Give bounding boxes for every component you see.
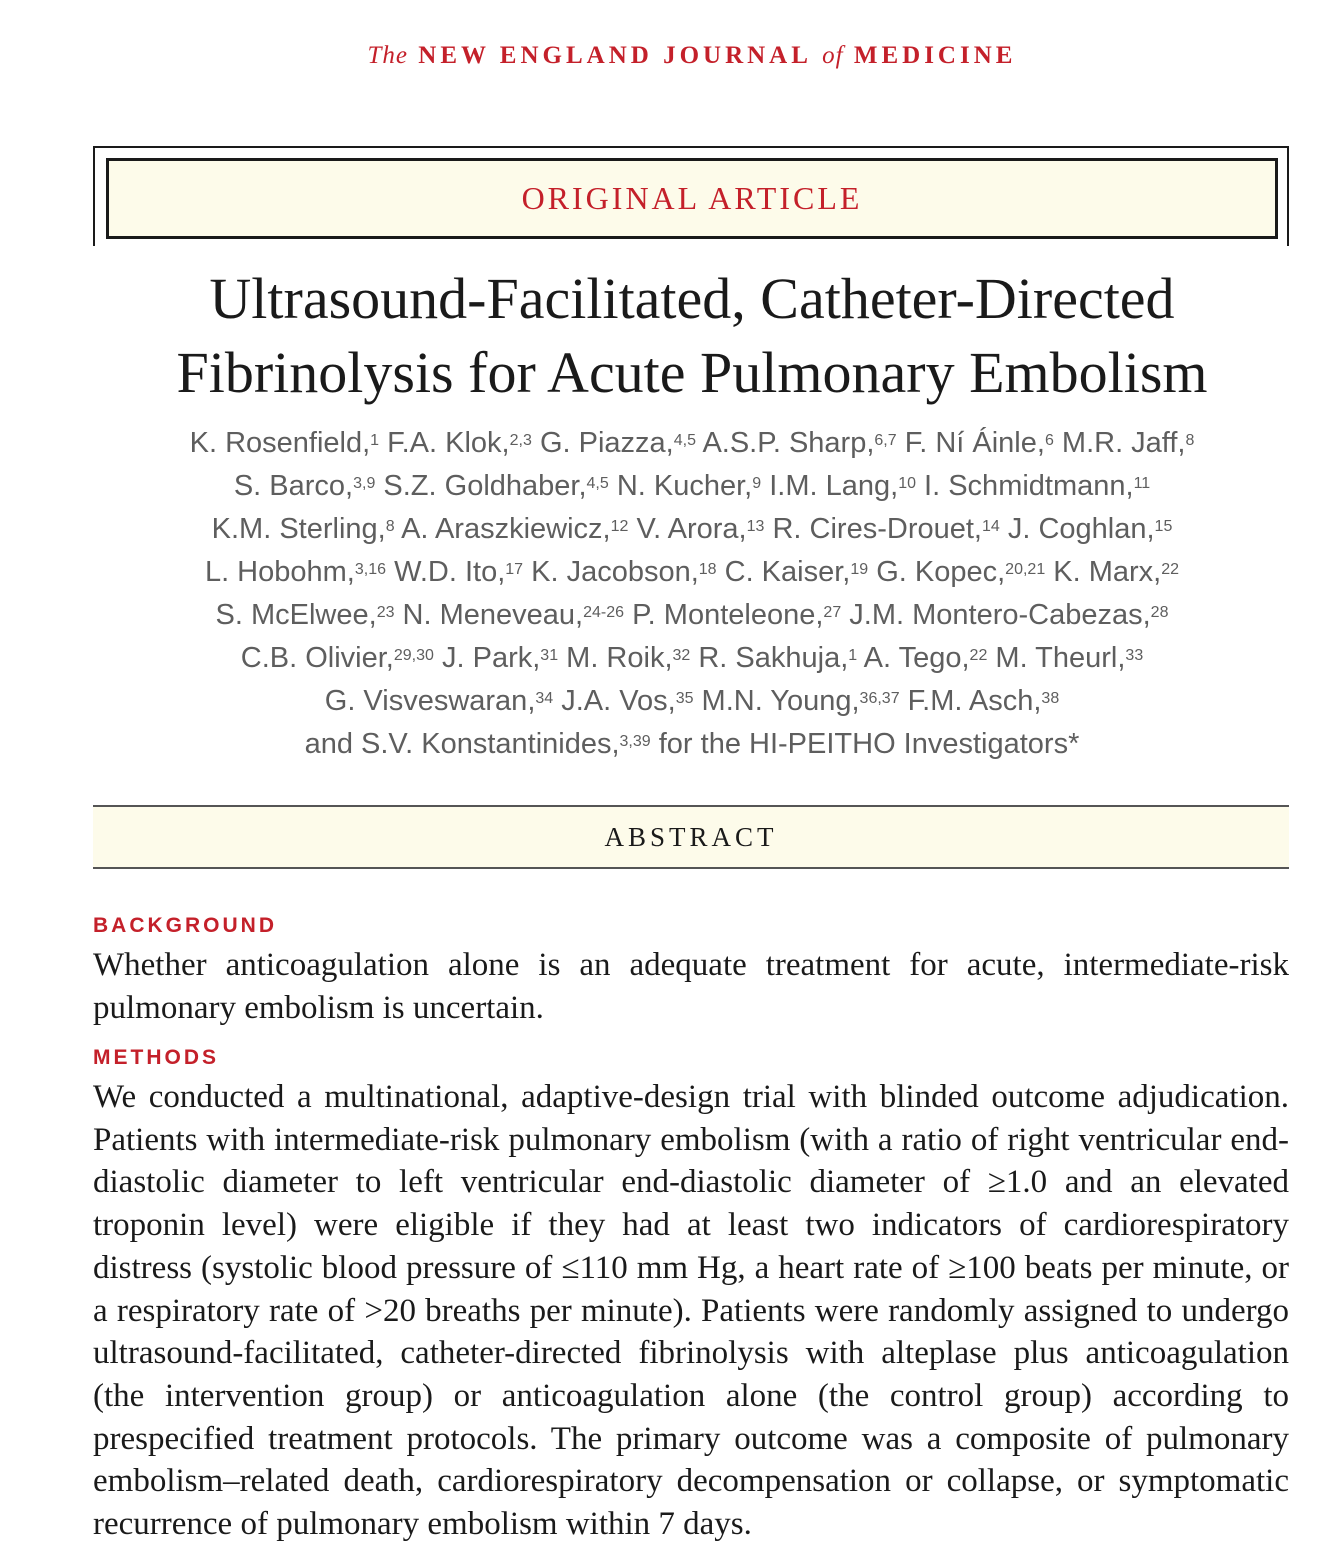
author-name: K. Marx, [1053, 556, 1162, 588]
author-line [60, 680, 1320, 723]
author-name: W.D. Ito, [394, 556, 506, 588]
author-name: L. Hobohm, [204, 556, 355, 588]
affiliation-number: 1 [370, 432, 380, 449]
affiliation-number: 6 [1044, 432, 1054, 449]
author-line [60, 594, 1320, 637]
affiliation-number: 33 [1125, 647, 1144, 664]
author-name: A. Araszkiewicz, [401, 513, 611, 545]
author-name: A.S.P. Sharp, [702, 427, 875, 459]
affiliation-number: 6,7 [874, 432, 897, 449]
affiliation-number: 3,16 [354, 561, 386, 578]
affiliation-number: 1 [848, 647, 858, 664]
affiliation-number: 3,9 [353, 475, 376, 492]
author-name: G. Visveswaran, [324, 685, 536, 717]
affiliation-number: 3,39 [619, 733, 651, 750]
author-name: M. Theurl, [995, 642, 1126, 674]
author-name: I. Schmidtmann, [924, 470, 1134, 502]
affiliation-number: 20,21 [1005, 561, 1046, 578]
author-line [60, 422, 1320, 465]
title-line-1: Ultrasound-Facilitated, Catheter-Directed [209, 266, 1175, 331]
author-name: J.M. Montero-Cabezas, [849, 599, 1151, 631]
author-name: S.Z. Goldhaber, [383, 470, 587, 502]
author-name: K.M. Sterling, [211, 513, 386, 545]
author-name: S. Barco, [233, 470, 354, 502]
author-name: and S.V. Konstantinides, [304, 728, 620, 760]
author-name: G. Piazza, [539, 427, 674, 459]
affiliation-number: 36,37 [859, 690, 900, 707]
affiliation-number: 18 [698, 561, 717, 578]
methods-text: We conducted a multinational, adaptive-design trial with blinded outcome adjudication. Patients with intermediate-risk pulmonary embolism (with a ratio of right ventricular end-diastolic diameter to left ventricular end-diastolic diameter of ≥1.0 and an elevated troponin level) were eligible if they had at least two indicators of cardiorespiratory distress (systolic blood pressure of ≤110 mm Hg, a heart rate of ≥100 beats per minute, or a respiratory rate of >20 breaths per minute). Patients were randomly assigned to undergo ultrasound-facilitated, catheter-directed fibrinolysis with alteplase plus anticoagulation (the intervention group) or anticoagulation alone (the control group) according to prespecified treatment protocols. The primary outcome was a composite of pulmonary embolism–related death, cardiorespiratory decompensation or collapse, or symptomatic recurrence of pulmonary embolism within 7 days. [93, 1079, 1289, 1543]
affiliation-number: 8 [1185, 432, 1195, 449]
abstract-band [93, 805, 1289, 869]
author-name: F.A. Klok, [387, 427, 510, 459]
author-name: N. Kucher, [616, 470, 753, 502]
affiliation-number: 27 [823, 604, 842, 621]
author-name: J.A. Vos, [561, 685, 676, 717]
background-heading: BACKGROUND [93, 914, 277, 937]
author-name: M.R. Jaff, [1061, 427, 1186, 459]
affiliation-number: 10 [898, 475, 916, 492]
affiliation-number: 9 [752, 475, 762, 492]
author-name: K. Rosenfield, [189, 427, 371, 459]
article-type-banner [106, 158, 1278, 239]
author-name: for the HI-PEITHO Investigators* [658, 728, 1080, 760]
article-type-label: ORIGINAL ARTICLE [521, 180, 863, 216]
author-list [60, 422, 1320, 766]
author-line [60, 508, 1320, 551]
affiliation-number: 32 [672, 647, 691, 664]
affiliation-number: 28 [1150, 604, 1169, 621]
author-line [60, 465, 1320, 508]
author-line [60, 637, 1320, 680]
author-name: V. Arora, [636, 513, 747, 545]
affiliation-number: 23 [376, 604, 395, 621]
author-name: R. Cires-Drouet, [772, 513, 982, 545]
author-line [60, 723, 1320, 766]
article-title [60, 262, 1320, 410]
author-name: K. Jacobson, [531, 556, 699, 588]
affiliation-number: 12 [610, 518, 629, 535]
author-name: M. Roik, [566, 642, 673, 674]
affiliation-number: 2,3 [509, 432, 532, 449]
affiliation-number: 29,30 [393, 647, 434, 664]
affiliation-number: 15 [1154, 518, 1173, 535]
affiliation-number: 4,5 [673, 432, 696, 449]
methods-heading: METHODS [93, 1046, 219, 1069]
affiliation-number: 4,5 [586, 475, 609, 492]
affiliation-number: 38 [1041, 690, 1060, 707]
author-name: F. Ní Áinle, [904, 427, 1045, 459]
affiliation-number: 34 [535, 690, 554, 707]
affiliation-number: 8 [385, 518, 395, 535]
journal-masthead [0, 42, 1320, 70]
author-name: J. Park, [441, 642, 541, 674]
author-name: C.B. Olivier, [240, 642, 394, 674]
masthead-part2: MEDICINE [853, 42, 1017, 69]
author-name: C. Kaiser, [724, 556, 851, 588]
title-line-2: Fibrinolysis for Acute Pulmonary Embolism [176, 340, 1208, 405]
author-line [60, 551, 1320, 594]
affiliation-number: 31 [540, 647, 559, 664]
affiliation-number: 13 [746, 518, 765, 535]
author-name: G. Kopec, [876, 556, 1006, 588]
affiliation-number: 17 [505, 561, 524, 578]
author-name: S. McElwee, [215, 599, 377, 631]
affiliation-number: 14 [981, 518, 1000, 535]
author-name: R. Sakhuja, [698, 642, 849, 674]
masthead-part1: NEW ENGLAND JOURNAL [418, 42, 812, 69]
affiliation-number: 19 [850, 561, 869, 578]
author-name: N. Meneveau, [402, 599, 584, 631]
author-name: M.N. Young, [701, 685, 860, 717]
author-name: F.M. Asch, [907, 685, 1042, 717]
author-name: I.M. Lang, [769, 470, 899, 502]
affiliation-number: 22 [1161, 561, 1180, 578]
author-name: J. Coghlan, [1007, 513, 1155, 545]
affiliation-number: 22 [969, 647, 988, 664]
masthead-of: of [822, 42, 844, 69]
affiliation-number: 24-26 [583, 604, 625, 621]
affiliation-number: 11 [1133, 475, 1151, 492]
author-name: P. Monteleone, [632, 599, 824, 631]
background-text: Whether anticoagulation alone is an adequate treatment for acute, intermediate-risk pulmonary embolism is uncertain. [93, 947, 1289, 1026]
affiliation-number: 35 [675, 690, 694, 707]
abstract-label: ABSTRACT [604, 821, 778, 852]
masthead-the: The [367, 42, 409, 69]
author-name: A. Tego, [863, 642, 970, 674]
